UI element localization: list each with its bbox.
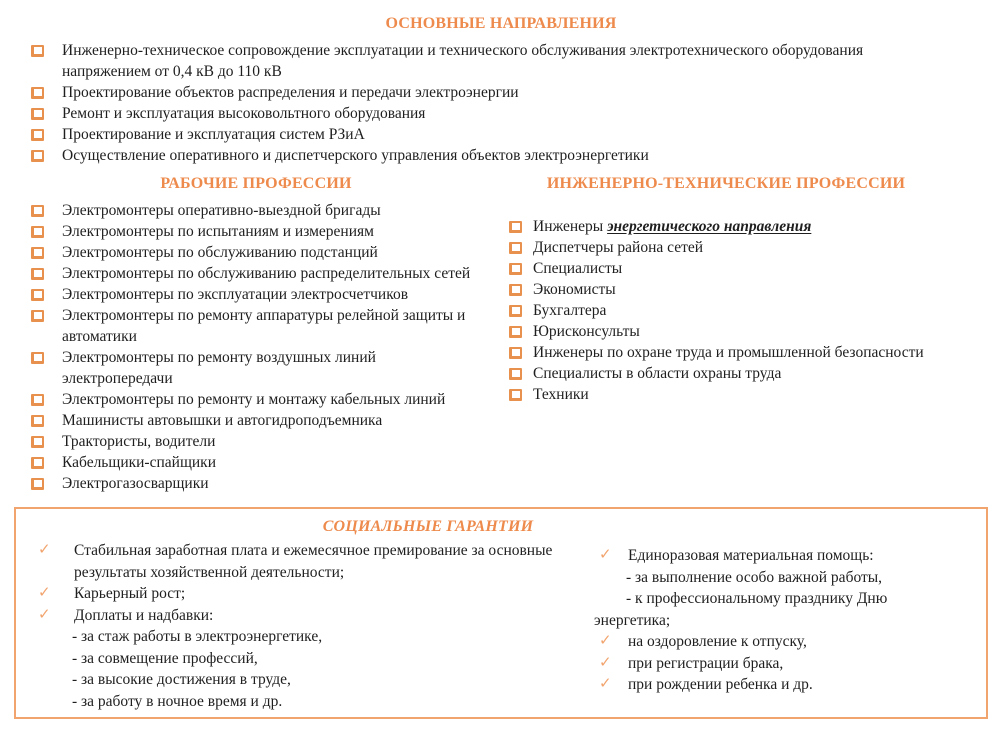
list-subitem (594, 567, 980, 589)
social-guarantees-title: СОЦИАЛЬНЫЕ ГАРАНТИИ (322, 518, 534, 535)
list-item-label: Инженерно-техническое сопровождение эксплуатации и технического обслуживания электротехнического оборудования напряжением от 0,4 кВ до 110 кВ (62, 42, 864, 80)
list-subitem (594, 588, 980, 610)
worker-professions-list (30, 200, 490, 494)
list-item-label: Единоразовая материальная помощь: (628, 547, 874, 564)
list-item (30, 221, 488, 242)
checkbox-bullet-icon (31, 478, 44, 490)
list-item-label: Электрогазосварщики (62, 475, 209, 492)
list-item-label: Электромонтеры по испытаниям и измерениям (62, 223, 374, 240)
main-directions-list (30, 40, 982, 166)
checkbox-bullet-icon (31, 150, 44, 162)
social-guarantees-panel (14, 507, 988, 719)
list-item-label: на оздоровление к отпуску, (628, 633, 807, 650)
list-subitem (32, 691, 582, 713)
list-item-label: Специалисты (533, 260, 623, 277)
list-item-label: Инженеры по охране труда и промышленной безопасности (533, 344, 924, 361)
list-item-label: Осуществление оперативного и диспетчерского управления объектов электроэнергетики (62, 147, 649, 164)
list-item-label: Электромонтеры по ремонту и монтажу кабельных линий (62, 391, 446, 408)
checkbox-bullet-icon (31, 436, 44, 448)
list-item-label: - за высокие достижения в труде, (72, 671, 291, 688)
list-item-label: Машинисты автовышки и автогидроподъемника (62, 412, 383, 429)
list-item (30, 431, 488, 452)
list-item-label: - за выполнение особо важной работы, (626, 568, 883, 586)
list-item-label: Ремонт и эксплуатация высоковольтного оборудования (62, 105, 426, 122)
checkbox-bullet-icon (31, 289, 44, 301)
list-item (508, 216, 946, 237)
social-guarantees-left-column (16, 540, 582, 712)
checkbox-bullet-icon (509, 284, 522, 296)
list-item-label: Проектирование и эксплуатация систем РЗиА (62, 126, 365, 143)
list-item-label: Инженеры (533, 218, 608, 235)
checkmark-icon: ✓ (38, 606, 51, 623)
list-item-label: Электромонтеры по обслуживанию распределительных сетей (62, 265, 471, 282)
list-subitem-continuation (594, 610, 980, 632)
checkbox-bullet-icon (31, 129, 44, 141)
list-item-label: Карьерный рост; (74, 585, 186, 602)
list-item (508, 321, 946, 342)
list-item-label: Электромонтеры по ремонту аппаратуры релейной защиты и автоматики (62, 307, 466, 345)
list-item-label: энергетика; (594, 611, 671, 629)
worker-professions-section (0, 173, 490, 494)
engineering-professions-title: ИНЖЕНЕРНО-ТЕХНИЧЕСКИЕ ПРОФЕССИИ (546, 175, 906, 192)
social-guarantees-right-column (594, 540, 980, 712)
checkbox-bullet-icon (509, 305, 522, 317)
list-item-label: Диспетчеры района сетей (533, 239, 704, 256)
engineering-professions-list (508, 216, 1002, 405)
list-item-label: - к профессиональному празднику Дню (626, 590, 888, 607)
list-item (30, 145, 942, 166)
list-item (508, 237, 946, 258)
list-item-label: Электромонтеры по ремонту воздушных линий электропередачи (62, 349, 376, 387)
list-item-label: Бухгалтера (533, 302, 607, 319)
list-subitem (32, 669, 582, 691)
engineering-professions-section (490, 173, 1002, 494)
list-item-label: Электромонтеры оперативно-выездной бригады (62, 202, 381, 219)
list-item-label: Трактористы, водители (62, 433, 216, 450)
list-item (30, 242, 488, 263)
list-item (30, 452, 488, 473)
list-item (508, 300, 946, 321)
checkbox-bullet-icon (31, 352, 44, 364)
list-item (30, 40, 942, 82)
list-item (508, 258, 946, 279)
checkbox-bullet-icon (509, 221, 522, 233)
emphasized-text: энергетического направления (607, 218, 812, 235)
list-item-label: Проектирование объектов распределения и передачи электроэнергии (62, 84, 519, 101)
list-item (30, 284, 488, 305)
checkmark-icon: ✓ (599, 547, 612, 563)
list-item (30, 200, 488, 221)
checkbox-bullet-icon (509, 263, 522, 275)
list-item (594, 545, 980, 567)
social-guarantees-columns (16, 540, 986, 712)
list-item (508, 384, 946, 405)
list-item-label: - за стаж работы в электроэнергетике, (72, 628, 323, 645)
checkbox-bullet-icon (31, 108, 44, 120)
list-item (30, 263, 488, 284)
checkbox-bullet-icon (31, 87, 44, 99)
professions-columns (0, 173, 1002, 494)
list-item (594, 631, 980, 653)
checkbox-bullet-icon (31, 205, 44, 217)
list-item-label: Доплаты и надбавки: (74, 606, 214, 624)
checkbox-bullet-icon (31, 415, 44, 427)
list-item (32, 583, 582, 605)
list-item-label: при регистрации брака, (628, 654, 784, 672)
checkmark-icon: ✓ (599, 633, 612, 649)
list-item (30, 473, 488, 494)
list-item-label: - за совмещение профессий, (72, 649, 258, 667)
list-item-label: - за работу в ночное время и др. (72, 692, 283, 710)
list-item-label: Экономисты (533, 281, 616, 298)
checkmark-icon: ✓ (599, 676, 612, 692)
worker-professions-title: РАБОЧИЕ ПРОФЕССИИ (160, 175, 352, 192)
checkmark-icon: ✓ (38, 585, 51, 601)
list-item (508, 363, 946, 384)
checkmark-icon: ✓ (599, 654, 612, 671)
checkbox-bullet-icon (509, 326, 522, 338)
checkbox-bullet-icon (31, 310, 44, 322)
list-item (594, 674, 980, 696)
list-item (30, 103, 942, 124)
checkbox-bullet-icon (31, 247, 44, 259)
checkbox-bullet-icon (31, 268, 44, 280)
checkbox-bullet-icon (31, 394, 44, 406)
main-directions-title: ОСНОВНЫЕ НАПРАВЛЕНИЯ (385, 15, 617, 32)
list-subitem (32, 648, 582, 670)
checkbox-bullet-icon (509, 368, 522, 380)
list-item (594, 653, 980, 675)
list-item (30, 410, 488, 431)
list-item (30, 389, 488, 410)
list-item-label: Кабельщики-спайщики (62, 454, 217, 471)
checkbox-bullet-icon (31, 226, 44, 238)
list-item (32, 605, 582, 627)
list-item-label: Электромонтеры по эксплуатации электросчетчиков (62, 286, 409, 303)
list-item (508, 279, 946, 300)
list-item (30, 347, 488, 389)
checkbox-bullet-icon (31, 457, 44, 469)
list-item (30, 124, 942, 145)
checkbox-bullet-icon (509, 347, 522, 359)
checkbox-bullet-icon (31, 45, 44, 57)
checkbox-bullet-icon (509, 389, 522, 401)
list-item-label: при рождении ребенка и др. (628, 676, 813, 693)
list-subitem (32, 626, 582, 648)
list-item (30, 305, 488, 347)
list-item-label: Стабильная заработная плата и ежемесячное премирование за основные результаты хозяйственной деятельности; (74, 542, 553, 581)
list-item (30, 82, 942, 103)
checkbox-bullet-icon (509, 242, 522, 254)
list-item-label: Юрисконсульты (533, 323, 640, 340)
list-item-label: Электромонтеры по обслуживанию подстанций (62, 244, 378, 261)
list-item-label: Техники (533, 386, 589, 403)
list-item-label: Специалисты в области охраны труда (533, 365, 782, 382)
list-item (508, 342, 946, 363)
checkmark-icon: ✓ (38, 542, 51, 558)
list-item (32, 540, 582, 583)
